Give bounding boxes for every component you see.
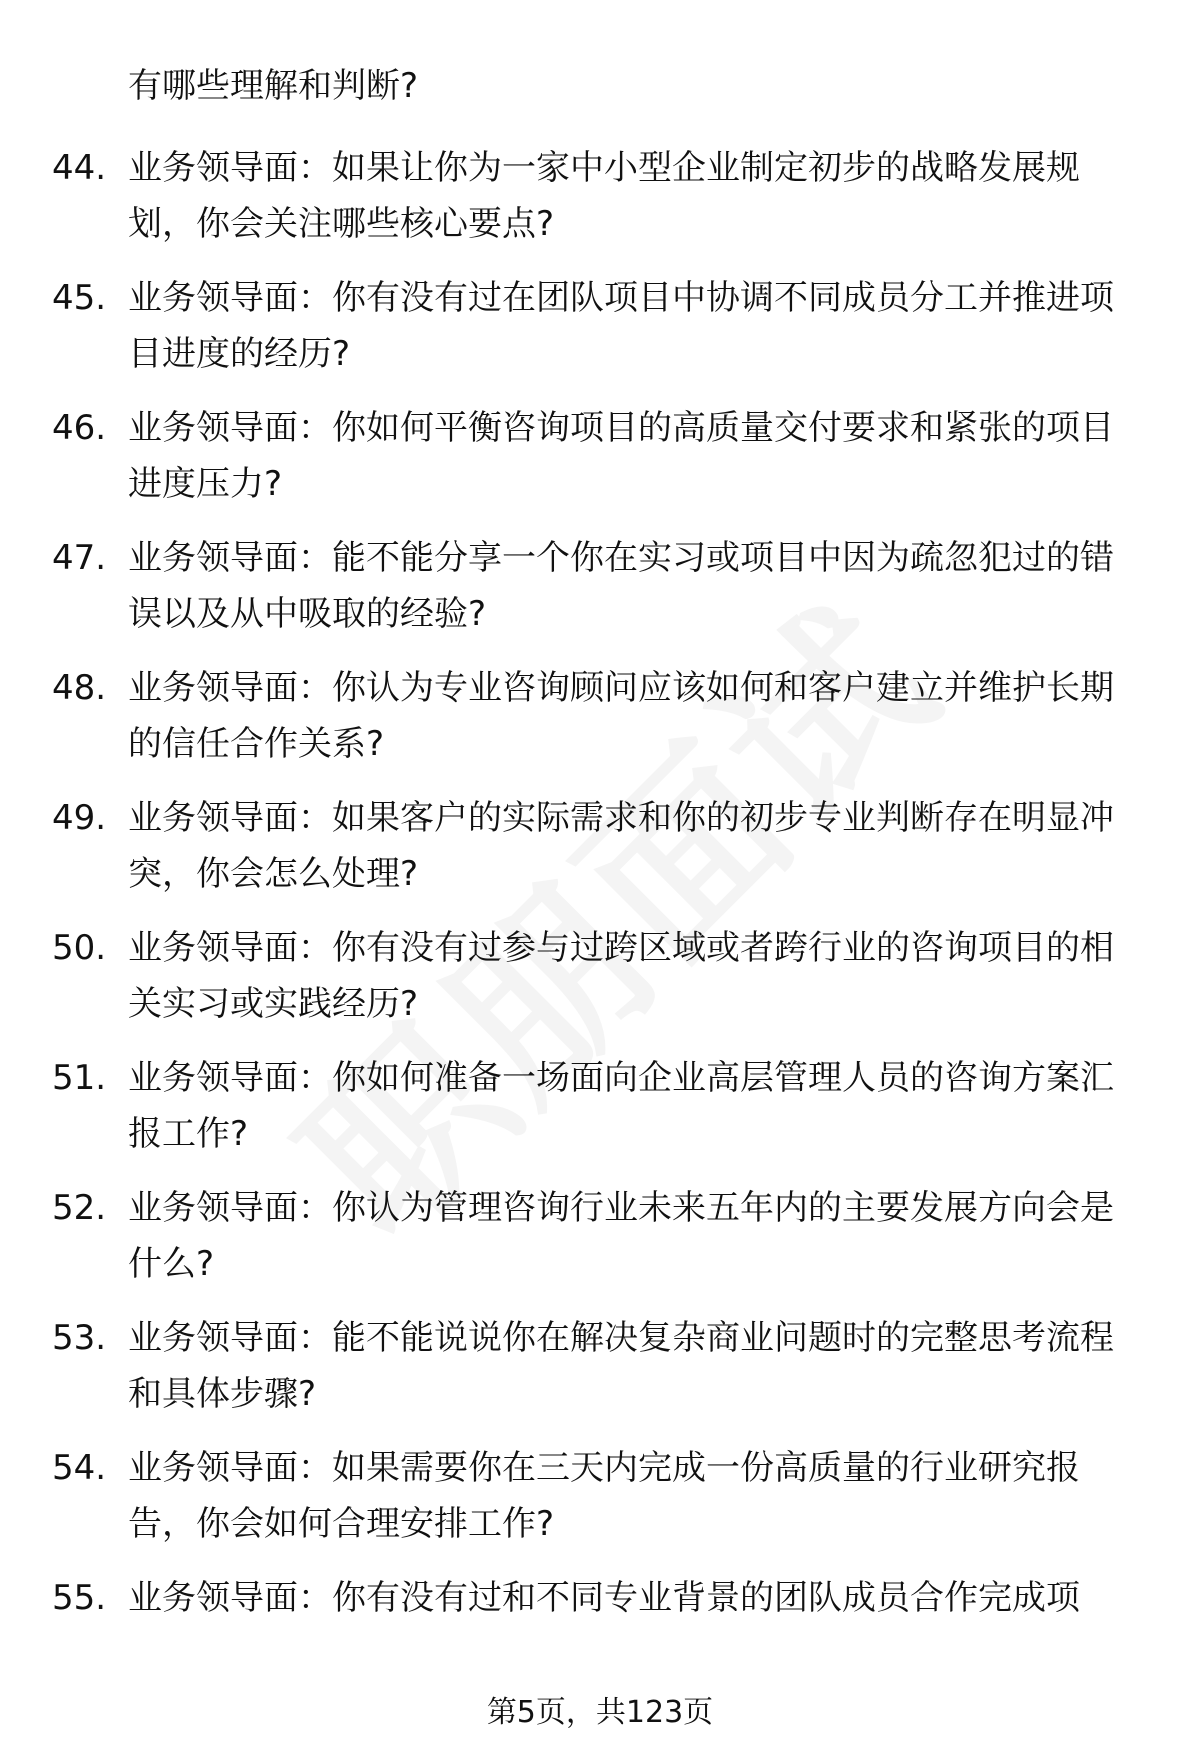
question-number: 55. <box>52 1578 107 1618</box>
question-item-52 <box>0 1180 1200 1310</box>
question-text: 业务领导面：能不能说说你在解决复杂商业问题时的完整思考流程和具体步骤? <box>128 1318 1114 1414</box>
question-item-48 <box>0 660 1200 790</box>
question-text: 业务领导面：你有没有过在团队项目中协调不同成员分工并推进项目进度的经历? <box>128 278 1114 374</box>
question-item-50 <box>0 920 1200 1050</box>
question-item-53 <box>0 1310 1200 1440</box>
question-item-47 <box>0 530 1200 660</box>
question-number: 48. <box>52 668 107 708</box>
question-number: 51. <box>52 1058 107 1098</box>
question-text: 业务领导面：如果客户的实际需求和你的初步专业判断存在明显冲突，你会怎么处理? <box>128 798 1114 894</box>
question-list <box>0 140 1200 1700</box>
question-number: 49. <box>52 798 107 838</box>
question-text: 业务领导面：你认为管理咨询行业未来五年内的主要发展方向会是什么? <box>128 1188 1114 1284</box>
question-text: 业务领导面：如果让你为一家中小型企业制定初步的战略发展规划，你会关注哪些核心要点? <box>128 148 1080 244</box>
question-number: 46. <box>52 408 107 448</box>
question-text: 业务领导面：你认为专业咨询顾问应该如何和客户建立并维护长期的信任合作关系? <box>128 668 1114 764</box>
question-number: 54. <box>52 1448 107 1488</box>
page-footer: 第5页，共123页 <box>486 1695 714 1730</box>
question-number: 52. <box>52 1188 107 1228</box>
continued-question-text: 有哪些理解和判断? <box>128 66 419 106</box>
question-item-51 <box>0 1050 1200 1180</box>
question-text: 业务领导面：你有没有过参与过跨区域或者跨行业的咨询项目的相关实习或实践经历? <box>128 928 1114 1024</box>
question-item-49 <box>0 790 1200 920</box>
question-text: 业务领导面：你如何平衡咨询项目的高质量交付要求和紧张的项目进度压力? <box>128 408 1114 504</box>
question-item-44 <box>0 140 1200 270</box>
question-item-45 <box>0 270 1200 400</box>
question-text: 业务领导面：如果需要你在三天内完成一份高质量的行业研究报告，你会如何合理安排工作? <box>128 1448 1080 1544</box>
question-item-55 <box>0 1570 1200 1700</box>
question-number: 44. <box>52 148 107 188</box>
question-text: 业务领导面：你有没有过和不同专业背景的团队成员合作完成项 <box>128 1578 1080 1618</box>
question-item-46 <box>0 400 1200 530</box>
question-text: 业务领导面：能不能分享一个你在实习或项目中因为疏忽犯过的错误以及从中吸取的经验? <box>128 538 1114 634</box>
question-item-54 <box>0 1440 1200 1570</box>
question-number: 53. <box>52 1318 107 1358</box>
question-number: 47. <box>52 538 107 578</box>
question-text: 业务领导面：你如何准备一场面向企业高层管理人员的咨询方案汇报工作? <box>128 1058 1114 1154</box>
question-number: 45. <box>52 278 107 318</box>
question-number: 50. <box>52 928 107 968</box>
